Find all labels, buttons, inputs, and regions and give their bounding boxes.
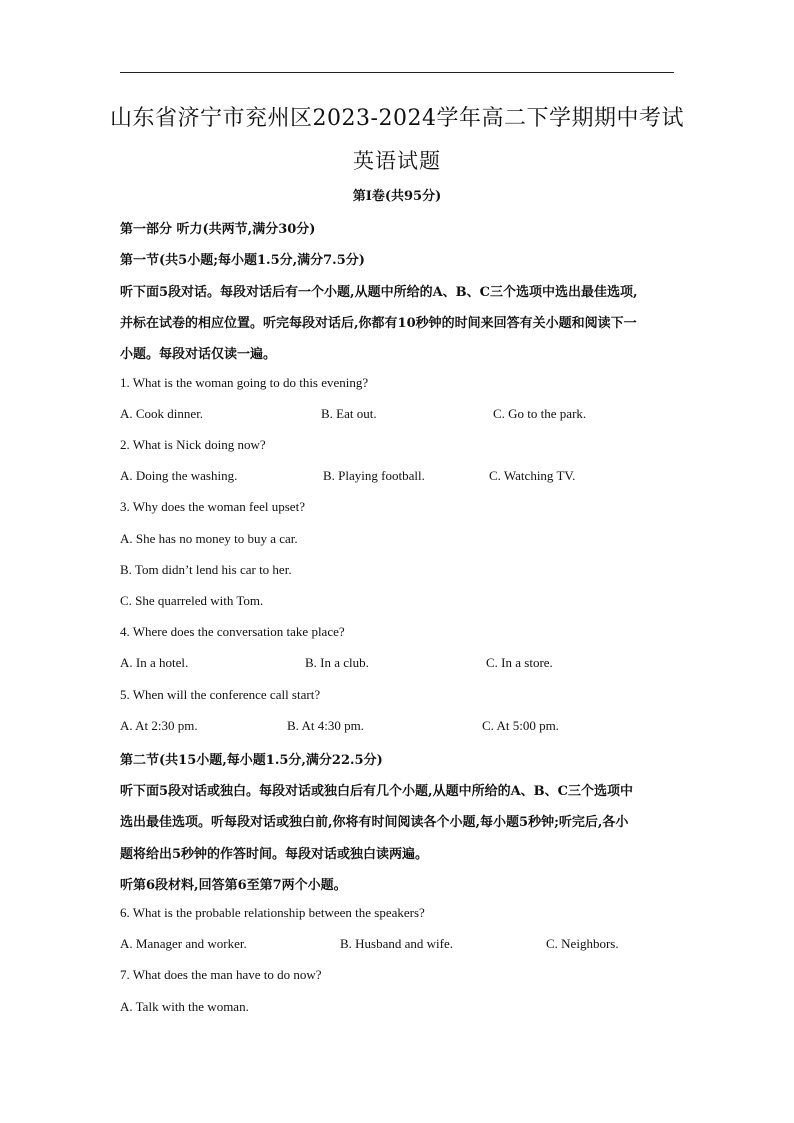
question-3: 3. Why does the woman feel upset?: [120, 499, 305, 514]
option-3a: A. She has no money to buy a car.: [120, 531, 298, 546]
option-6b: B. Husband and wife.: [340, 936, 454, 951]
option-6c: C. Neighbors.: [546, 936, 619, 951]
top-rule: [120, 72, 674, 73]
option-1a: A. Cook dinner.: [120, 406, 204, 421]
option-7a: A. Talk with the woman.: [120, 999, 249, 1014]
option-4b: B. In a club.: [305, 655, 369, 670]
section1-heading: 第一节(共5小题;每小题1.5分,满分7.5分): [120, 253, 365, 268]
option-2c: C. Watching TV.: [489, 468, 576, 483]
question-5: 5. When will the conference call start?: [120, 687, 321, 702]
section1-instruction-line: 并标在试卷的相应位置。听完每段对话后,你都有10秒钟的时间来回答有关小题和阅读下一: [120, 316, 637, 331]
option-4c: C. In a store.: [486, 655, 553, 670]
section2-instruction-line: 题将给出5秒钟的作答时间。每段对话或独白读两遍。: [120, 847, 429, 862]
section1-instruction-line: 小题。每段对话仅读一遍。: [120, 347, 277, 362]
page-title: 山东省济宁市兖州区2023-2024学年高二下学期期中考试: [110, 106, 684, 131]
section1-instruction-line: 听下面5段对话。每段对话后有一个小题,从题中所给的A、B、C三个选项中选出最佳选项,: [120, 285, 638, 300]
option-5b: B. At 4:30 pm.: [287, 718, 364, 733]
option-3b: B. Tom didn’t lend his car to her.: [120, 562, 292, 577]
option-1c: C. Go to the park.: [493, 406, 587, 421]
section2-heading: 第二节(共15小题,每小题1.5分,满分22.5分): [120, 753, 383, 768]
part1-heading: 第一部分 听力(共两节,满分30分): [120, 222, 316, 237]
option-1b: B. Eat out.: [321, 406, 377, 421]
option-2b: B. Playing football.: [323, 468, 425, 483]
page-subtitle: 英语试题: [353, 149, 441, 173]
option-6a: A. Manager and worker.: [120, 936, 247, 951]
volume-label: 第Ⅰ卷(共95分): [352, 189, 442, 204]
section2-instruction-line: 选出最佳选项。听每段对话或独白前,你将有时间阅读各个小题,每小题5秒钟;听完后,各小: [120, 815, 629, 830]
section2-instruction-line: 听下面5段对话或独白。每段对话或独白后有几个小题,从题中所给的A、B、C三个选项中: [120, 784, 633, 799]
option-5c: C. At 5:00 pm.: [482, 718, 559, 733]
question-7: 7. What does the man have to do now?: [120, 967, 322, 982]
question-2: 2. What is Nick doing now?: [120, 437, 266, 452]
option-5a: A. At 2:30 pm.: [120, 718, 198, 733]
question-1: 1. What is the woman going to do this evening?: [120, 375, 369, 390]
question-4: 4. Where does the conversation take place?: [120, 624, 345, 639]
question-6: 6. What is the probable relationship between the speakers?: [120, 905, 425, 920]
option-3c: C. She quarreled with Tom.: [120, 593, 264, 608]
material-6-heading: 听第6段材料,回答第6至第7两个小题。: [120, 878, 347, 893]
option-4a: A. In a hotel.: [120, 655, 189, 670]
option-2a: A. Doing the washing.: [120, 468, 238, 483]
